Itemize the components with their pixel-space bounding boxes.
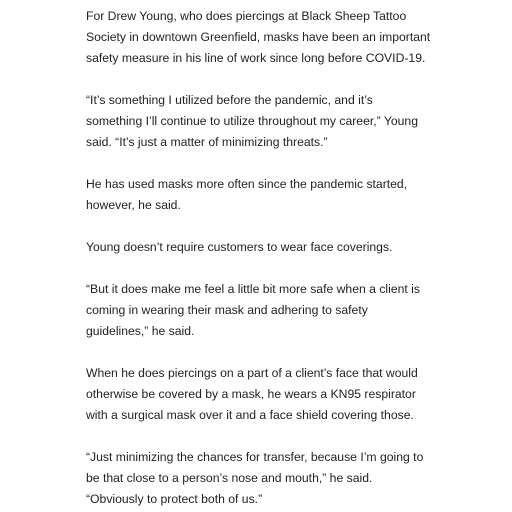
paragraph-7: “Just minimizing the chances for transfer, because I’m going to be that close to a person’s nose and mouth,” he said. “Obviously to protect both of us.” [86, 450, 424, 506]
paragraph-4: Young doesn’t require customers to wear face coverings. [86, 240, 393, 254]
paragraph-3: He has used masks more often since the pandemic started, however, he said. [86, 177, 408, 212]
paragraph-6: When he does piercings on a part of a client’s face that would otherwise be covered by a mask, he wears a KN95 respirator with a surgical mask over it and a face shield covering those. [86, 366, 418, 422]
article-body [86, 6, 432, 510]
paragraph-2: “It’s something I utilized before the pandemic, and it’s something I’ll continue to utilize throughout my career,” Young said. “It’s just a matter of minimizing threats.” [86, 93, 418, 149]
paragraph-5: “But it does make me feel a little bit more safe when a client is coming in wearing their mask and adhering to safety guidelines,” he said. [86, 282, 420, 338]
paragraph-1: For Drew Young, who does piercings at Black Sheep Tattoo Society in downtown Greenfield, masks have been an important safety measure in his line of work since long before COVID-19. [86, 9, 431, 65]
